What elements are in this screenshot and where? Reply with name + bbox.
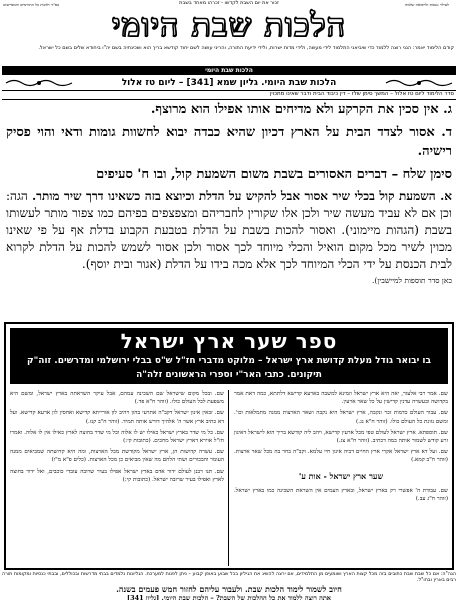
advert-paragraph: שם. ובכל מקום שישראל שם השכינה עמהם, אבל עיקר השראתה בארץ ישראל, ומשם היא משפעת לכל העולם כולו. (זוהר ח"א פד.)	[10, 391, 224, 406]
top-bar: הלכות שבת היומי	[2, 66, 456, 75]
footer	[2, 572, 456, 600]
masthead-center	[62, 0, 396, 44]
advert-paragraph: שם. עשרה קדושות הן, ארץ ישראל מקודשת מכל הארצות, ומה היא קדושתה שמביאים ממנה העומר והבכורים ושתי הלחם מה שאין מביאים כן מכל הארצות. (כלים פ"א מ"ו)	[10, 449, 224, 464]
book-advert-box	[4, 322, 454, 570]
advert-paragraph: שם. אמר רבי אלעזר, יאה היא ארץ ישראל וזמינא למשבה בארעא קדישא דלתתא, כמה דאת אמר בקדושה ובעשרה עדנין קדישין על כל שאר ארעין.	[234, 391, 448, 406]
masthead-dedication-right: לעילוי נשמת ולרפואה שלמה	[405, 2, 449, 7]
advert-header	[10, 328, 448, 384]
advert-column-left	[10, 390, 224, 566]
main-text	[6, 100, 452, 286]
issue-line: הלכות שבת היומי. גליון שמא [341] – ליום טז אלול	[121, 78, 337, 88]
advert-subtitle: בו יבואר גודל מעלת קדושת ארץ ישראל – מלוקט מדברי חז"ל ש"ס בבלי ירושלמי ומדרשים. זוה"ק תיקונים. כתבי האר"י וספרי הראשונים זלה"ה	[26, 356, 432, 380]
advert-column-right	[234, 390, 448, 566]
column-divider	[228, 390, 229, 566]
advert-paragraph: שם. זכאין אינון ישראל דקב"ה אתרעי בהון ויהיב לון אורייתא קדישא ואחסין לון ארעא קדישא. ועל דא כתיב ארץ אשר ה' אלהיך דורש אותה תמיד. (זוהר ח"ב קנז.)	[10, 410, 224, 425]
advert-paragraph: שם. ועל דא ארץ ישראל אקרי ארץ החיים דביה אינון חיי עלמא. וקב"ה בחר בה מכל שאר ארצות. (זוהר ח"ב קמא.)	[234, 449, 448, 464]
advert-columns	[10, 390, 448, 566]
advert-title: ספר שער ארץ ישראל	[120, 329, 338, 353]
advert-paragraph: שם. עבור העולם כדמות זכר ונקבה, ארץ ישראל היא נקבה ושאר הארצות ממנה מתמלאות וכו'. ומשם נזונת כל העולם כולו. (זוהר ח"א נג.)	[234, 410, 448, 425]
paragraph-d: ד. אסור לצדד הבית על הארץ דכיון שהיא כבדה יבוא לחשוות גומות ודאי והוי פסיק רישיה.	[6, 125, 452, 159]
advert-paragraph: שם. תנו רבנן לעולם ידור אדם בארץ ישראל אפילו בעיר שרובה עובדי כוכבים, ואל ידור בחוצה לארץ ואפילו בעיר שרובה ישראל. (כתובות קי:)	[10, 468, 224, 483]
masthead-tagline: זכור את יום השבת לקדשו - זכרהו מאחד בשבת	[179, 0, 279, 6]
ornament-left-icon	[4, 78, 74, 88]
masthead-dedication-left: בס"ד ולזכות כל התורמים והמסייעים	[3, 2, 59, 7]
footer-callout: חיוב לשמור לימוד הלכות שבת. ולעבור עליהם לחזור חמש פעמים בשנה.	[116, 584, 342, 594]
advert-paragraph: שם. עבודת ה' אפשרי רק בארץ ישראל, ובארץ העמים אין השראת השכינה כמו בארץ ישראל. (זוהר ח"ג עב.)	[234, 487, 448, 502]
footer-note: הגה"ה: אם כל שבת שבת כתובים בזה מכל קצות הארץ ושומעים מן התלמידים, אם ירצה להשיג את הגיליון בכל שבוע באופן קבוע – ניתן לפנות למערכת. הגליונות נלמדים בבתי מדרשות ובכוללים, ובבתי כנסיות ומקומות תורה רבים בארץ ובחו"ל.	[2, 572, 456, 583]
small-note: כאן סדר תוספות למיישבין).	[372, 276, 452, 285]
paragraph-a	[6, 188, 452, 273]
advert-paragraph: שם. כל מי שדר בארץ ישראל כאילו יש לו אלוה וכל מי שדר בחוצה לארץ כאילו אין לו אלוה. ואמרו חז"ל אוירא דארץ ישראל מחכים. (כתובות קי:)	[10, 429, 224, 445]
masthead	[0, 0, 458, 44]
study-schedule-note: סדר הלימוד ליום טז אלול – המשך סימן שלז – דין כיבוד הבית ודבר שאינו מתכוין	[269, 91, 454, 97]
paragraph-a-ruling: א. השמעת קול בכלי שיר אסור אבל להקיש על הדלת וכיוצא בזה כשאינו דרך שיר מותר.	[31, 189, 452, 203]
paragraph-a-gloss: הגה: וכן אם לא עביד מעשה שיר ולכן אלו שקורין לחבריהם ומצפצפים בפיהם כמו צפור מותר לעשותו בשבת (הגהות מיימוני). ואסור להכות בשבת על הדלת בטבעת הקבוע בדלת אף על פי שאינו מכוין לשיר מכל מקום הואיל והכלי מיוחד לכך אסור ולכן אסור לשמש להכות על הדלת לקרוא לבית הכנסת על ידי הכלי המיוחד לכך אלא מכה בידו על הדלת (אגור ובית יוסף).	[6, 189, 452, 271]
footer-issue: אתה רוצה ללמוד את כל ההלכות של השבת? – הלכות שבת היומי. [גליון 341]	[127, 594, 331, 600]
advert-section-title: שער ארץ ישראל - אות ע'	[298, 470, 384, 481]
advert-paragraph: שם. תוספתא. ארץ ישראל לעולם טפי מכל ארעין קדישא, ויהב ליה קודשא בריך הוא לישראל דאינון זרע קודש לשמור אותה כמה דכתיב. (זוהר ח"א צג.)	[234, 429, 448, 445]
paragraph-g: ג. אין סכין את הקרקע ולא מדיחים אותו אפילו הוא מרוצף.	[150, 102, 452, 117]
section-heading: סימן שלח – דברים האסורים בשבת משום השמעת קול, ובו ח' סעיפים	[96, 167, 452, 182]
masthead-title: הלכות שבת היומי	[112, 6, 346, 44]
intro-prayer: קודם הלימוד יאמר: הנני רוצה ללמוד כדי שיביאני התלמוד לידי מעשה, ולידי מדות ישרות, ולידי ידיעת התורה, והריני עושה לשם יחוד קודשא בריך הוא ושכינתיה בשם יה"ו ביחודא שלים בשם כל ישראל.	[38, 45, 454, 51]
